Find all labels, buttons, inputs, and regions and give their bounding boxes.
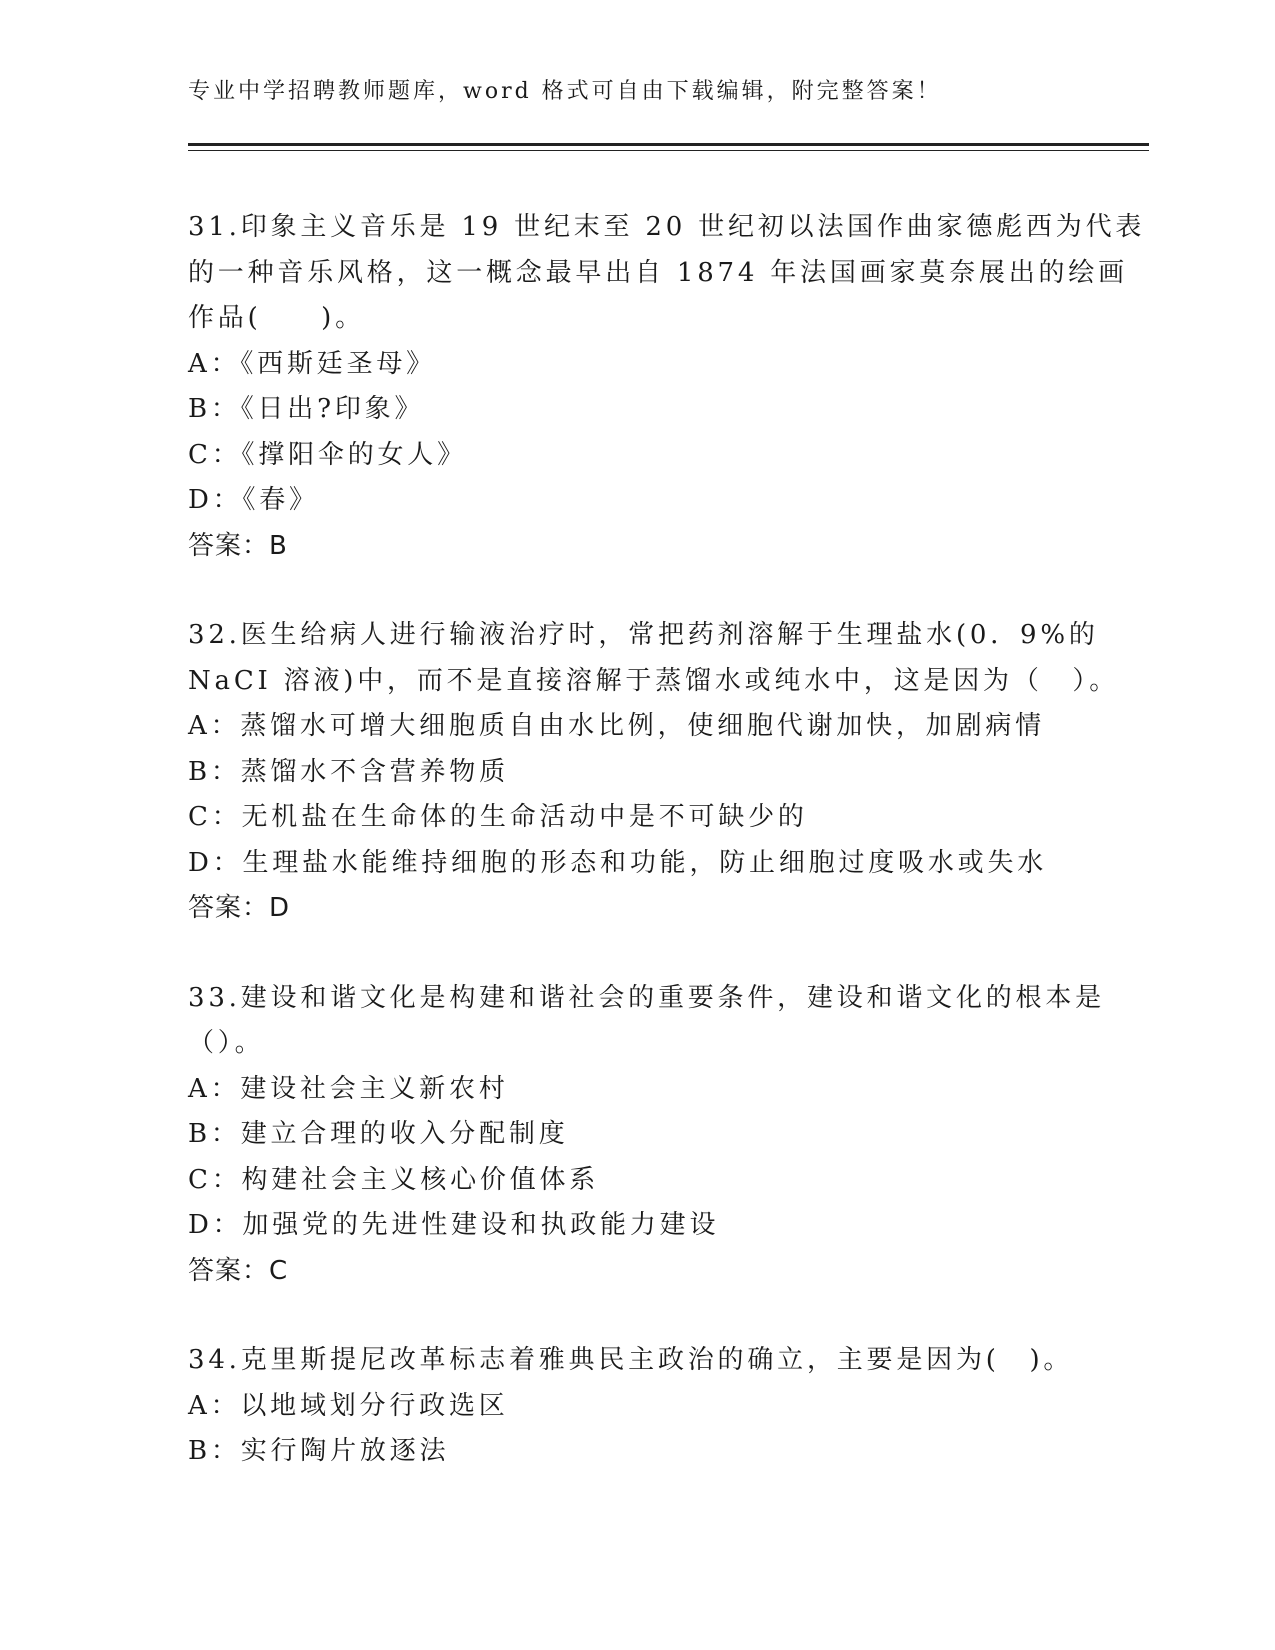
option-a: A：蒸馏水可增大细胞质自由水比例，使细胞代谢加快，加剧病情 [188, 711, 1045, 741]
question-stem-line: （）。 [188, 1028, 265, 1058]
option-b: B：建立合理的收入分配制度 [188, 1119, 569, 1149]
question-34 [188, 1338, 1088, 1475]
option-d: D：生理盐水能维持细胞的形态和功能，防止细胞过度吸水或失水 [188, 847, 1048, 878]
question-stem-line: 33.建设和谐文化是构建和谐社会的重要条件，建设和谐文化的根本是 [188, 982, 1105, 1013]
question-stem-line: 作品( )。 [188, 303, 365, 333]
question-stem-line: 31.印象主义音乐是 19 世纪末至 20 世纪初以法国作曲家德彪西为代表 [188, 212, 1146, 242]
question-31 [188, 205, 1146, 569]
option-b: B：蒸馏水不含营养物质 [188, 756, 509, 787]
page-header: 专业中学招聘教师题库，word 格式可自由下载编辑，附完整答案！ [188, 79, 942, 104]
option-a: A：《西斯廷圣母》 [188, 348, 436, 379]
answer-line: 答案：C [188, 1255, 289, 1286]
option-b: B：《日出?印象》 [188, 394, 425, 424]
question-list [188, 205, 1146, 1519]
answer-line: 答案：B [188, 530, 288, 561]
option-c: C：《撑阳伞的女人》 [188, 439, 467, 470]
question-stem-line: 的一种音乐风格，这一概念最早出自 1874 年法国画家莫奈展出的绘画 [188, 257, 1128, 288]
question-33 [188, 976, 1105, 1295]
question-stem-line: 32.医生给病人进行输液治疗时，常把药剂溶解于生理盐水(0．9%的 [188, 620, 1099, 650]
answer-line: 答案：D [188, 893, 291, 923]
question-stem-line: 34.克里斯提尼改革标志着雅典民主政治的确立，主要是因为( )。 [188, 1345, 1074, 1375]
header-rule-thick [188, 143, 1149, 146]
option-c: C：无机盐在生命体的生命活动中是不可缺少的 [188, 802, 808, 832]
option-a: A：以地域划分行政选区 [188, 1390, 509, 1421]
option-a: A：建设社会主义新农村 [188, 1073, 509, 1104]
option-c: C：构建社会主义核心价值体系 [188, 1164, 600, 1195]
header-rule-thin [188, 150, 1149, 151]
option-d: D：加强党的先进性建设和执政能力建设 [188, 1210, 720, 1240]
option-b: B：实行陶片放逐法 [188, 1436, 450, 1466]
question-32 [188, 613, 1120, 932]
option-d: D：《春》 [188, 485, 319, 515]
question-stem-line: NaCI 溶液)中，而不是直接溶解于蒸馏水或纯水中，这是因为（ ）。 [188, 665, 1120, 696]
